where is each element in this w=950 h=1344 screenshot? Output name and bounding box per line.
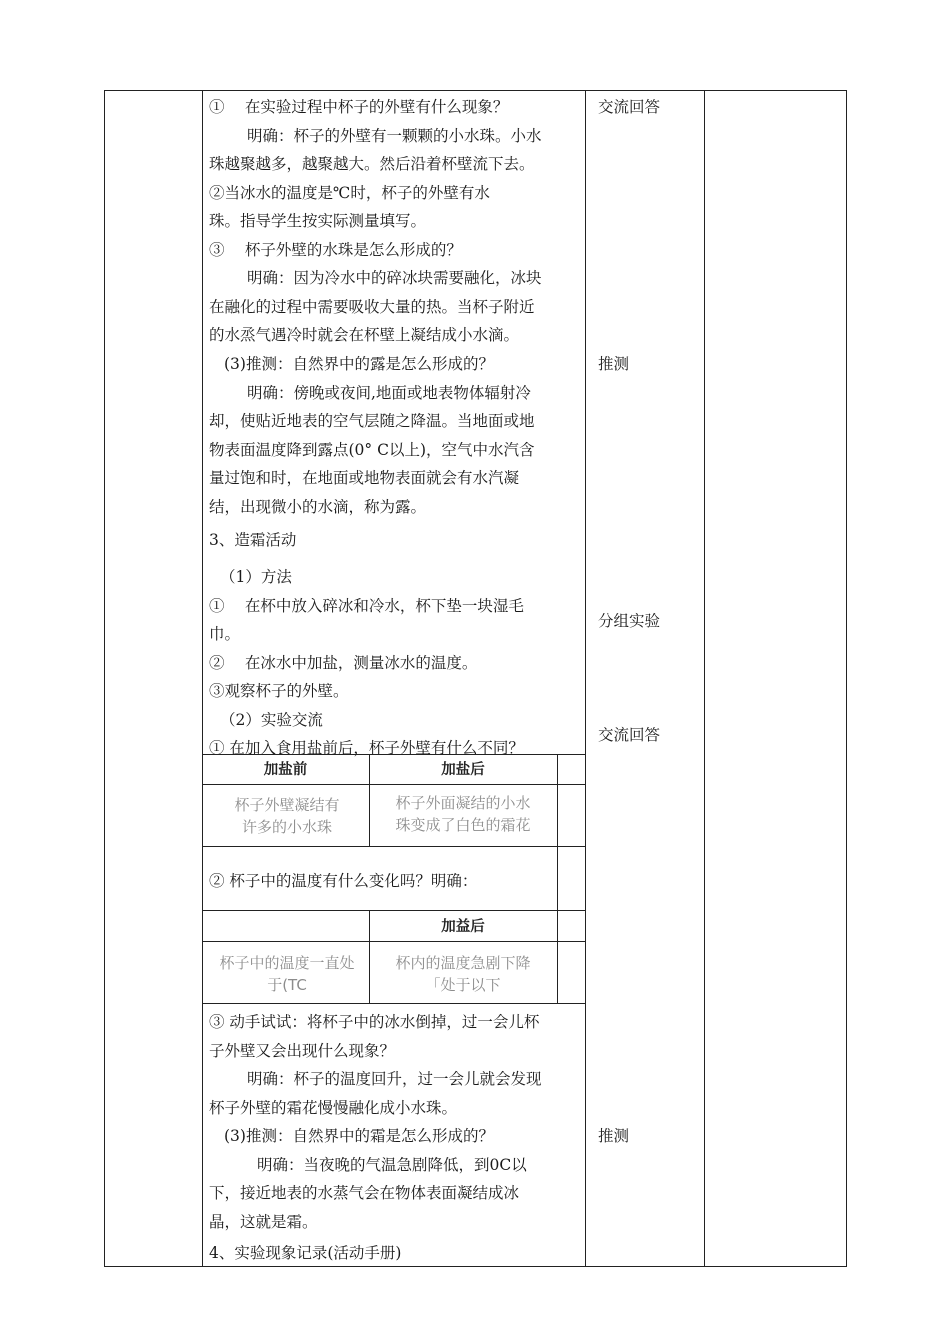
section-heading: 4、实验现象记录(活动手册) xyxy=(209,1244,402,1262)
text-line: ③观察杯子的外壁。 xyxy=(209,682,349,700)
table-cell: 杯子外面凝结的小水 珠变成了白色的霜花 xyxy=(395,794,531,834)
text-line: 杯子外壁的霜花慢慢融化成小水珠。 xyxy=(209,1099,458,1117)
text-line: 在融化的过程中需要吸收大量的热。当杯子附近 xyxy=(209,298,535,316)
text-line: (3)推测：自然界中的霜是怎么形成的？ xyxy=(224,1127,494,1145)
text-line: ① 在实验过程中杯子的外壁有什么现象？ xyxy=(209,98,509,116)
table-cell: 杯子外壁凝结有 许多的小水珠 xyxy=(234,796,340,836)
side-note: 推测 xyxy=(598,1127,630,1145)
text-line: 结，出现微小的水滴，称为露。 xyxy=(209,498,427,516)
text-line: ③ 杯子外壁的水珠是怎么形成的？ xyxy=(209,241,462,259)
text-line: 的水烝气遇冷时就会在杯壁上凝结成小水滴。 xyxy=(209,326,520,344)
table-header-before: 加盐前 xyxy=(263,762,308,778)
text-line: 晶，这就是霜。 xyxy=(209,1213,318,1231)
text-line: ② 在冰水中加盐，测量冰水的温度。 xyxy=(209,654,478,672)
side-note: 交流回答 xyxy=(598,98,661,116)
side-note: 交流回答 xyxy=(598,726,661,744)
text-line: 下，接近地表的水蒸气会在物体表面凝结成冰 xyxy=(209,1184,520,1202)
text-line: 明确：因为冷水中的碎冰块需要融化，冰块 xyxy=(247,269,542,287)
text-line: 子外壁又会出现什么现象？ xyxy=(209,1042,396,1060)
column-divider xyxy=(202,90,203,1267)
text-line: ① 在加入食用盐前后，杯子外壁有什么不同？ xyxy=(209,739,524,757)
text-line: ②当冰水的温度是℃时，杯子的外壁有水 xyxy=(209,184,490,202)
text-line: 珠越聚越多，越聚越大。然后沿着杯壁流下去。 xyxy=(209,155,535,173)
text-line: 巾。 xyxy=(209,625,241,643)
text-line: 珠。指导学生按实际测量填写。 xyxy=(209,212,427,230)
side-note: 推测 xyxy=(598,355,630,373)
column-divider xyxy=(704,90,705,1267)
table-header-after: 加盐后 xyxy=(441,762,485,778)
section-heading: 3、造霜活动 xyxy=(209,531,297,549)
text-line: 却，使贴近地表的空气层随之降温。当地面或地 xyxy=(209,412,535,430)
text-line: （2）实验交流 xyxy=(220,711,323,729)
table-cell: 杯子中的温度一直处 于(TC xyxy=(219,954,355,994)
side-note: 分组实验 xyxy=(598,612,661,630)
text-line: 明确：傍晚或夜间,地面或地表物体辐射冷 xyxy=(247,384,531,402)
lesson-table-frame xyxy=(104,90,847,1267)
text-line: (3)推测：自然界中的露是怎么形成的？ xyxy=(224,355,494,373)
text-line: 明确：杯子的外壁有一颗颗的小水珠。小水 xyxy=(247,127,542,145)
table-header-after: 加益后 xyxy=(441,919,485,935)
table-cell: 杯内的温度急剧下降 「处于以下 xyxy=(395,954,531,994)
text-line: ② 杯子中的温度有什么变化吗？明确： xyxy=(209,872,478,890)
text-line: ① 在杯中放入碎冰和冷水，杯下垫一块湿毛 xyxy=(209,597,524,615)
text-line: ③ 动手试试：将杯子中的冰水倒掉，过一会儿杯 xyxy=(209,1013,540,1031)
text-line: 量过饱和时，在地面或地物表面就会有水汽凝 xyxy=(209,469,520,487)
text-line: 物表面温度降到露点(0° C以上)，空气中水汽含 xyxy=(209,441,535,459)
column-divider xyxy=(585,90,586,1267)
text-line: 明确：杯子的温度回升，过一会儿就会发现 xyxy=(247,1070,542,1088)
text-line: （1）方法 xyxy=(220,568,292,586)
text-line: 明确：当夜晚的气温急剧降低，到0C以 xyxy=(257,1156,527,1174)
